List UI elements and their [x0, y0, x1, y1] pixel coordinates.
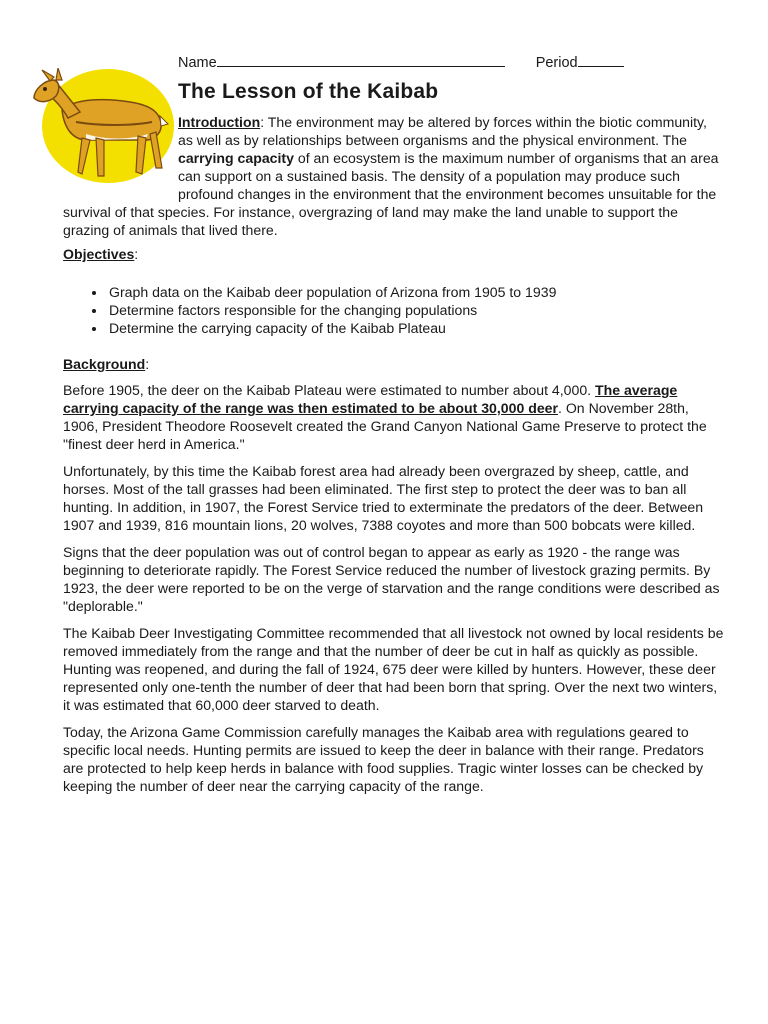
introduction-text-1: The environment may be altered by forces within the biotic community, as well as by relationships between organisms and the physical environment. The — [178, 114, 707, 148]
background-paragraph-2: Unfortunately, by this time the Kaibab forest area had already been overgrazed by sheep, cattle, and horses. Most of the tall grasses had been eliminated. The first step to protect the deer was to ban all hunting. In addition, in 1907, the Forest Service tried to exterminate the predators of the deer. Between 1907 and 1939, 816 mountain lions, 20 wolves, 7388 coyotes and more than 500 bobcats were killed. — [63, 463, 704, 533]
introduction-text-2: of an ecosystem is the maximum number of organisms that an area can support on a sustained basis. The density of a population may produce such profound changes in the environment that the environment becomes unsuitable for the survival of that species. For instance, overgrazing of land may make the land unable to support the grazing of animals that lived there. — [63, 150, 719, 238]
page-title: The Lesson of the Kaibab — [178, 80, 439, 103]
name-label: Name — [178, 55, 217, 71]
period-label: Period — [535, 55, 578, 71]
objectives-heading: Objectives — [63, 246, 135, 262]
list-item: • Determine the carrying capacity of the Kaibab Plateau — [107, 319, 725, 337]
worksheet-body — [63, 113, 725, 795]
background-paragraph-4: The Kaibab Deer Investigating Committee recommended that all livestock not owned by local residents be removed immediately from the range and that the number of deer be cut in half as quickly as possible. Hunting was reopened, and during the fall of 1924, 675 deer were killed by hunters. However, these deer represented only one-tenth the number of deer that had been born that spring. Over the next two winters, it was estimated that 60,000 deer starved to death. — [63, 625, 724, 713]
background-paragraph-5: Today, the Arizona Game Commission carefully manages the Kaibab area with regulations geared to specific local needs. Hunting permits are issued to keep the deer in balance with their range. Predators are protected to help keep herds in balance with food supplies. Tragic winter losses can be checked by keeping the number of deer near the carrying capacity of the range. — [63, 724, 704, 794]
background-paragraph-1: Before 1905, the deer on the Kaibab Plateau were estimated to number about 4,000. The average carrying capacity of the range was then estimated to be about 30,000 deer. On November 28th, 1906, President Theodore Roosevelt created the Grand Canyon National Game Preserve to protect the "finest deer herd in America." — [63, 382, 707, 452]
background-heading: Background — [63, 356, 146, 372]
introduction-paragraph: Introduction: The environment may be altered by forces within the biotic community, as well as by relationships between organisms and the physical environment. The carrying capacity of an ecosystem is the maximum number of organisms that an area can support on a sustained basis. The density of a population may produce such profound changes in the environment that the environment becomes unsuitable for the survival of that species. For instance, overgrazing of land may make the land unable to support the grazing of animals that lived there. — [63, 114, 719, 238]
carrying-capacity-statement: The average carrying capacity of the range was then estimated to be about 30,000 deer — [63, 382, 678, 416]
objectives-list — [63, 283, 725, 337]
name-blank-line — [217, 53, 505, 67]
list-item: • Graph data on the Kaibab deer population of Arizona from 1905 to 1939 — [107, 283, 725, 301]
objectives-heading-line: Objectives: — [63, 246, 139, 262]
list-item: • Determine factors responsible for the changing populations — [107, 301, 725, 319]
background-paragraph-3: Signs that the deer population was out of control began to appear as early as 1920 - the range was beginning to deteriorate rapidly. The Forest Service reduced the number of livestock grazing permits. By 1923, the deer were reported to be on the verge of starvation and the range conditions were described as "deplorable." — [63, 544, 720, 614]
introduction-heading: Introduction — [178, 114, 261, 130]
carrying-capacity-term: carrying capacity — [178, 150, 294, 166]
background-heading-line: Background: — [63, 356, 150, 372]
clipart-wrap-spacer — [63, 113, 178, 203]
period-blank-line — [578, 53, 624, 67]
header-fields — [178, 53, 624, 71]
